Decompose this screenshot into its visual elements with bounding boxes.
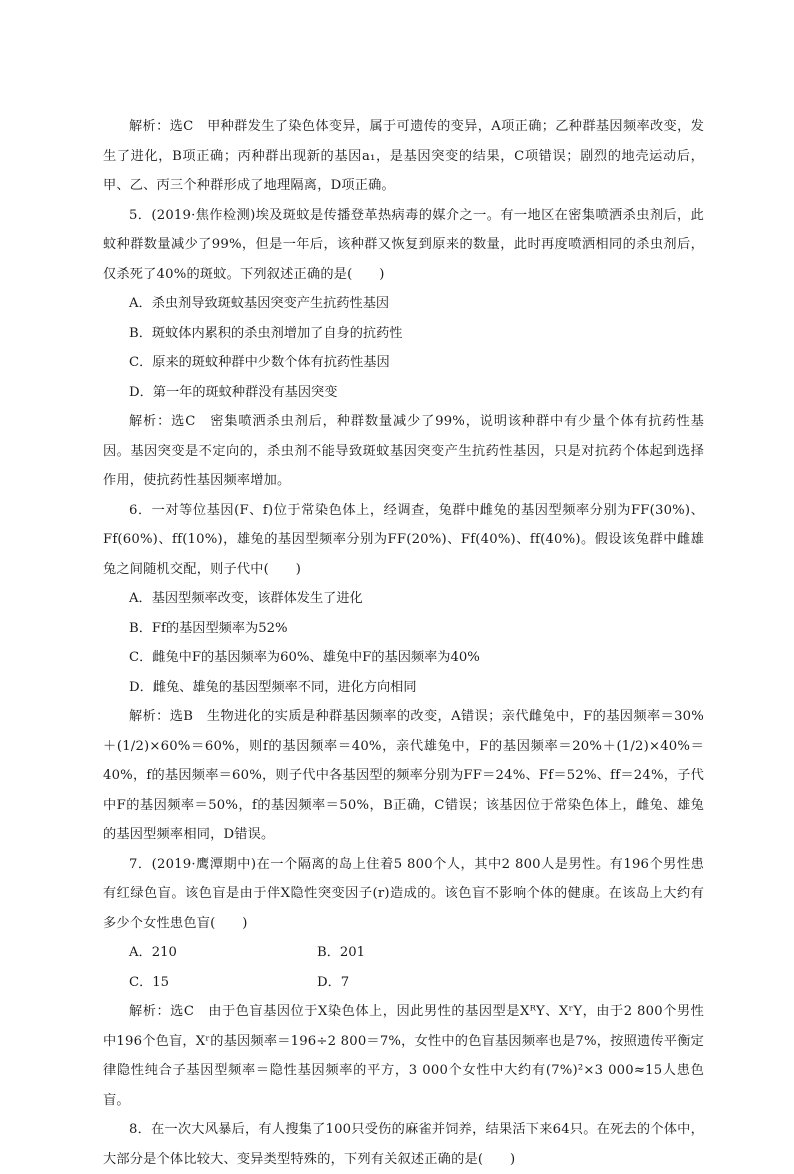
- explanation-q6: 解析：选B 生物进化的实质是种群基因频率的改变，A错误；亲代雌兔中，F的基因频率＝30%＋(1/2)×60%＝60%，则f的基因频率＝40%，亲代雄兔中，F的基因频率＝20%＋(1/2)×40%＝40%，f的基因频率＝60%，则子代中各基因型的频率分别为FF＝24%、Ff＝52%、ff＝24%，子代中F的基因频率＝50%，f的基因频率＝50%，B正确，C错误；该基因位于常染色体上，雌兔、雄兔的基因型频率相同，D错误。: [103, 709, 704, 842]
- explanation-q7: 解析：选C 由于色盲基因位于X染色体上，因此男性的基因型是XᴿY、XʳY，由于2 800个男性中196个色盲，Xʳ的基因频率＝196÷2 800＝7%，女性中的色盲基因频率也是7%，按照遗传平衡定律隐性纯合子基因型频率＝隐性基因频率的平方，3 000个女性中大约有(7%)²×3 000≈15人患色盲。: [103, 1004, 704, 1108]
- q5-option-d: D．第一年的斑蚊种群没有基因突变: [129, 384, 338, 400]
- q7-options-row-2: [103, 968, 704, 998]
- q5-option-a: A．杀虫剂导致斑蚊基因突变产生抗药性基因: [129, 296, 390, 311]
- q7-option-a: A．210: [129, 945, 177, 960]
- explanation-q5: 解析：选C 密集喷洒杀虫剂后，种群数量减少了99%，说明该种群中有少量个体有抗药性基因。基因突变是不定向的，杀虫剂不能导致斑蚊基因突变产生抗药性基因，只是对抗药个体起到选择作用，使抗药性基因频率增加。: [103, 414, 704, 488]
- question-7: 7．(2019·鹰潭期中)在一个隔离的岛上住着5 800个人，其中2 800人是男性。有196个男性患有红绿色盲。该色盲是由于伴X隐性突变因子(r)造成的。该色盲不影响个体的健康。在该岛上大约有多少个女性患色盲( ): [103, 856, 704, 931]
- q6-option-d: D．雌兔、雄兔的基因型频率不同，进化方向相同: [129, 679, 417, 695]
- question-6: 6．一对等位基因(F、f)位于常染色体上，经调查，兔群中雌兔的基因型频率分别为FF(30%)、Ff(60%)、ff(10%)，雄兔的基因型频率分别为FF(20%)、Ff(40%)、ff(40%)。假设该兔群中雌雄兔之间随机交配，则子代中( ): [103, 502, 704, 577]
- q6-option-c: C．雌兔中F的基因频率为60%、雄兔中F的基因频率为40%: [129, 650, 480, 665]
- q6-option-b: B．Ff的基因型频率为52%: [129, 620, 288, 636]
- q7-option-c: C．15: [129, 974, 170, 990]
- q5-option-b: B．斑蚊体内累积的杀虫剂增加了自身的抗药性: [129, 325, 403, 341]
- q7-options-row-1: [103, 938, 704, 968]
- q7-option-b: B．201: [317, 945, 366, 960]
- q5-option-c: C．原来的斑蚊种群中少数个体有抗药性基因: [129, 355, 390, 370]
- question-8: 8．在一次大风暴后，有人搜集了100只受伤的麻雀并饲养，结果活下来64只。在死去的个体中，大部分是个体比较大、变异类型特殊的，下列有关叙述正确的是( ): [103, 1122, 704, 1167]
- q6-option-a: A．基因型频率改变，该群体发生了进化: [129, 591, 363, 606]
- explanation-q4: 解析：选C 甲种群发生了染色体变异，属于可遗传的变异，A项正确；乙种群基因频率改变，发生了进化，B项正确；丙种群出现新的基因a₁，是基因突变的结果，C项错误；剧烈的地壳运动后，甲、乙、丙三个种群形成了地理隔离，D项正确。: [103, 119, 704, 193]
- question-5: 5．(2019·焦作检测)埃及斑蚊是传播登革热病毒的媒介之一。有一地区在密集喷洒杀虫剂后，此蚊种群数量减少了99%，但是一年后，该种群又恢复到原来的数量，此时再度喷洒相同的杀虫剂后，仅杀死了40%的斑蚊。下列叙述正确的是( ): [103, 207, 704, 282]
- q7-option-d: D．7: [317, 974, 350, 990]
